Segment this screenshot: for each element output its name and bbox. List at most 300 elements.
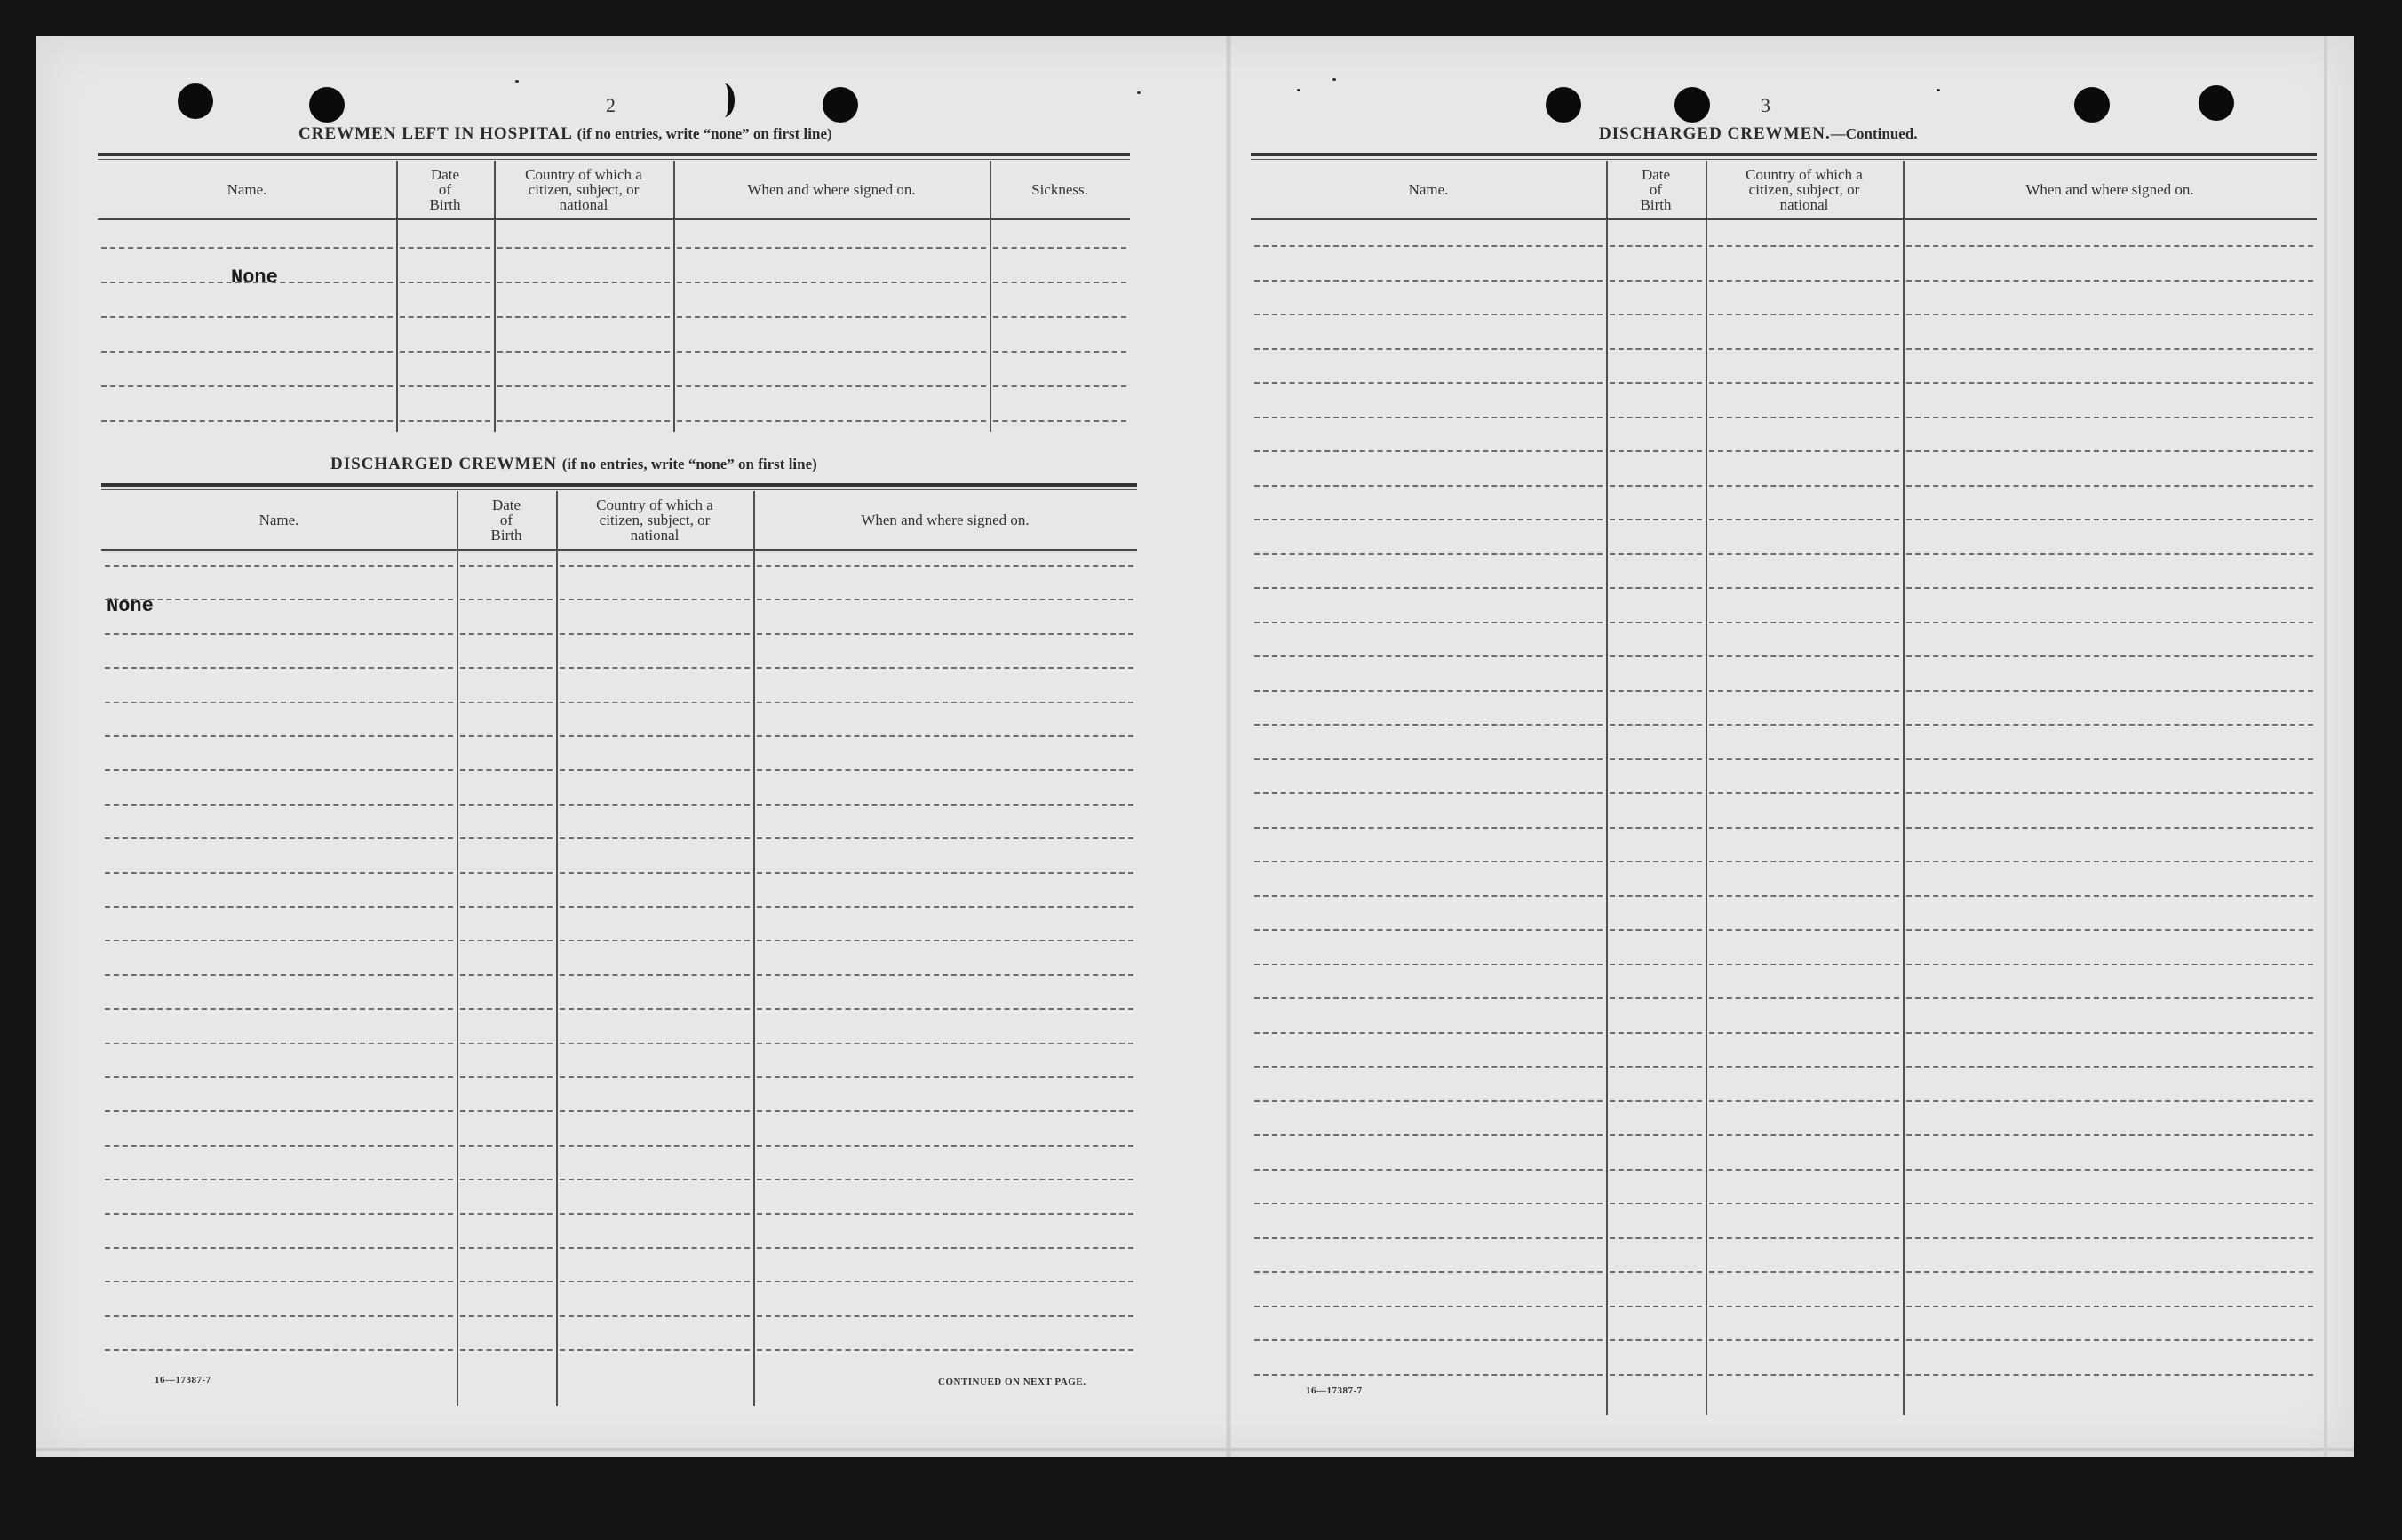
- ruled-line: [757, 1110, 1133, 1112]
- ruled-line: [1610, 1374, 1702, 1376]
- ruled-line: [1906, 690, 2313, 692]
- scan-speck: [1937, 89, 1940, 91]
- ruled-line: [1254, 553, 1603, 555]
- ruled-line: [1254, 622, 1603, 623]
- ruled-line: [105, 1213, 453, 1215]
- ruled-line: [105, 565, 453, 567]
- ruled-line: [1709, 1237, 1899, 1239]
- ruled-line: [1709, 929, 1899, 931]
- ruled-line: [497, 351, 670, 353]
- ruled-line: [1906, 929, 2313, 931]
- col-header-country: Country of which a citizen, subject, or national: [525, 166, 642, 213]
- ruled-line: [1610, 450, 1702, 452]
- ruled-line: [993, 282, 1126, 283]
- column-divider: [396, 161, 398, 432]
- ruled-line: [460, 735, 553, 737]
- ruled-line: [497, 282, 670, 283]
- col-header-signed-on: When and where signed on.: [747, 181, 916, 198]
- ruled-line: [105, 667, 453, 669]
- ruled-line: [105, 633, 453, 635]
- ruled-line: [757, 1281, 1133, 1282]
- ruled-line: [400, 420, 490, 422]
- ruled-line: [1254, 997, 1603, 999]
- ruled-line: [1610, 1339, 1702, 1341]
- ruled-line: [1906, 861, 2313, 862]
- ruled-line: [101, 316, 393, 318]
- page-fold: [1226, 36, 1231, 1457]
- ruled-line: [757, 1349, 1133, 1351]
- ruled-line: [400, 351, 490, 353]
- ruled-line: [1906, 792, 2313, 794]
- ruled-line: [1254, 861, 1603, 862]
- ruled-line: [1254, 1339, 1603, 1341]
- ruled-line: [677, 351, 986, 353]
- ruled-line: [1254, 1134, 1603, 1136]
- ruled-line: [1610, 587, 1702, 589]
- ruled-line: [1610, 758, 1702, 760]
- faint-pencil-mark: [391, 1098, 392, 1113]
- continued-note: CONTINUED ON NEXT PAGE.: [938, 1377, 1086, 1387]
- ruled-line: [1709, 485, 1899, 487]
- ruled-line: [1709, 690, 1899, 692]
- page-bottom-edge: [36, 1448, 2354, 1451]
- ruled-line: [560, 1247, 750, 1249]
- ruled-line: [460, 1247, 553, 1249]
- ruled-line: [1906, 348, 2313, 350]
- punch-hole: [2074, 87, 2110, 123]
- ruled-line: [560, 906, 750, 908]
- ruled-line: [1709, 314, 1899, 315]
- ruled-line: [1254, 348, 1603, 350]
- ruled-line: [1906, 485, 2313, 487]
- scanned-document: [36, 36, 2354, 1457]
- form-code-right: 16—17387-7: [1306, 1385, 1363, 1396]
- ruled-line: [757, 1179, 1133, 1180]
- ruled-line: [1709, 280, 1899, 282]
- ruled-line: [1709, 519, 1899, 520]
- ruled-line: [460, 1281, 553, 1282]
- ruled-line: [1254, 519, 1603, 520]
- ruled-line: [560, 702, 750, 703]
- ruled-line: [1906, 280, 2313, 282]
- ruled-line: [757, 837, 1133, 839]
- ruled-line: [993, 420, 1126, 422]
- ruled-line: [400, 316, 490, 318]
- page-number-left: 2: [606, 94, 616, 116]
- col-header-sickness: Sickness.: [1031, 181, 1088, 198]
- ruled-line: [1906, 655, 2313, 657]
- ruled-line: [1906, 758, 2313, 760]
- ruled-line: [105, 1315, 453, 1317]
- ruled-line: [105, 769, 453, 771]
- ruled-line: [1254, 245, 1603, 247]
- ruled-line: [560, 940, 750, 941]
- ruled-line: [993, 351, 1126, 353]
- ruled-line: [1254, 485, 1603, 487]
- ruled-line: [1709, 724, 1899, 726]
- ruled-line: [400, 282, 490, 283]
- punch-hole: [309, 87, 345, 123]
- ruled-line: [460, 1315, 553, 1317]
- ruled-line: [101, 247, 393, 249]
- ruled-line: [757, 599, 1133, 600]
- ruled-line: [1709, 655, 1899, 657]
- ruled-line: [105, 735, 453, 737]
- discharged-table: [101, 483, 1137, 1403]
- ruled-line: [757, 1247, 1133, 1249]
- ruled-line: [497, 420, 670, 422]
- ruled-line: [460, 1076, 553, 1078]
- ruled-line: [757, 1076, 1133, 1078]
- ruled-line: [757, 804, 1133, 806]
- ruled-line: [757, 1145, 1133, 1147]
- ruled-line: [1906, 1169, 2313, 1171]
- ruled-line: [497, 316, 670, 318]
- ruled-line: [1906, 417, 2313, 418]
- ruled-line: [1709, 792, 1899, 794]
- ruled-line: [1906, 553, 2313, 555]
- ruled-line: [1906, 724, 2313, 726]
- ruled-line: [757, 1008, 1133, 1010]
- ruled-line: [1610, 485, 1702, 487]
- ruled-line: [101, 420, 393, 422]
- ruled-line: [105, 974, 453, 976]
- ruled-line: [1254, 1203, 1603, 1204]
- ruled-line: [560, 974, 750, 976]
- ruled-line: [105, 1043, 453, 1044]
- ruled-line: [1254, 417, 1603, 418]
- ruled-line: [497, 385, 670, 387]
- ruled-line: [460, 599, 553, 600]
- ruled-line: [460, 940, 553, 941]
- ruled-line: [757, 974, 1133, 976]
- ruled-line: [1906, 964, 2313, 965]
- ruled-line: [1610, 1271, 1702, 1273]
- ruled-line: [1610, 553, 1702, 555]
- page-right-edge: [2324, 36, 2327, 1457]
- ruled-line: [460, 1179, 553, 1180]
- ruled-line: [105, 1247, 453, 1249]
- ruled-line: [105, 1008, 453, 1010]
- col-header-name: Name.: [258, 512, 299, 528]
- ruled-line: [1906, 622, 2313, 623]
- ruled-line: [1610, 1032, 1702, 1034]
- ruled-line: [1906, 827, 2313, 829]
- ruled-line: [1906, 1339, 2313, 1341]
- col-header-signed-on: When and where signed on.: [861, 512, 1030, 528]
- discharged-table-header: [101, 491, 1137, 551]
- ruled-line: [460, 1349, 553, 1351]
- ruled-line: [1610, 827, 1702, 829]
- ruled-line: [1254, 895, 1603, 897]
- col-header-country: Country of which a citizen, subject, or national: [596, 496, 713, 544]
- ruled-line: [1610, 1203, 1702, 1204]
- ruled-line: [497, 247, 670, 249]
- ruled-line: [105, 837, 453, 839]
- ruled-line: [460, 974, 553, 976]
- ruled-line: [460, 1043, 553, 1044]
- scan-speck: [1332, 78, 1336, 81]
- ruled-line: [1709, 1374, 1899, 1376]
- ruled-line: [1254, 450, 1603, 452]
- ruled-line: [1709, 587, 1899, 589]
- ruled-line: [1610, 929, 1702, 931]
- discharged-first-entry: None: [107, 595, 154, 617]
- ruled-line: [560, 1179, 750, 1180]
- ruled-line: [1254, 827, 1603, 829]
- ruled-line: [1610, 964, 1702, 965]
- col-header-date-of-birth: Date of Birth: [490, 496, 522, 544]
- ruled-line: [1906, 587, 2313, 589]
- ruled-line: [1254, 1032, 1603, 1034]
- ruled-line: [1610, 895, 1702, 897]
- ruled-line: [1709, 964, 1899, 965]
- ruled-line: [1709, 758, 1899, 760]
- col-header-signed-on: When and where signed on.: [2025, 181, 2194, 198]
- ruled-line: [105, 906, 453, 908]
- ruled-line: [105, 1349, 453, 1351]
- ruled-line: [1709, 1339, 1899, 1341]
- ruled-line: [1709, 553, 1899, 555]
- column-divider: [990, 161, 991, 432]
- ruled-line: [1906, 1134, 2313, 1136]
- ruled-line: [1709, 1271, 1899, 1273]
- ruled-line: [1906, 1100, 2313, 1102]
- ruled-line: [1906, 450, 2313, 452]
- ruled-line: [1709, 1066, 1899, 1068]
- ruled-line: [460, 702, 553, 703]
- ruled-line: [1254, 724, 1603, 726]
- ruled-line: [757, 906, 1133, 908]
- ruled-line: [1254, 1169, 1603, 1171]
- discharged-section-title: DISCHARGED CREWMEN (if no entries, write “none” on first line): [330, 455, 817, 473]
- ruled-line: [1709, 1306, 1899, 1307]
- ruled-line: [1709, 245, 1899, 247]
- ruled-line: [1254, 587, 1603, 589]
- ruled-line: [460, 667, 553, 669]
- ruled-line: [1709, 1032, 1899, 1034]
- ruled-line: [105, 1145, 453, 1147]
- ruled-line: [1254, 1271, 1603, 1273]
- ruled-line: [460, 769, 553, 771]
- ruled-line: [1906, 314, 2313, 315]
- ruled-line: [1709, 1134, 1899, 1136]
- ruled-line: [105, 702, 453, 703]
- scan-speck: [515, 80, 519, 83]
- ruled-line: [1610, 519, 1702, 520]
- ruled-line: [1709, 1169, 1899, 1171]
- ruled-line: [105, 1179, 453, 1180]
- ruled-line: [460, 633, 553, 635]
- ruled-line: [1254, 1066, 1603, 1068]
- ruled-line: [1610, 655, 1702, 657]
- ruled-line: [1610, 280, 1702, 282]
- ruled-line: [105, 804, 453, 806]
- ruled-line: [1254, 1374, 1603, 1376]
- ruled-line: [560, 1145, 750, 1147]
- ruled-line: [993, 316, 1126, 318]
- ruled-line: [1254, 314, 1603, 315]
- ruled-line: [757, 1043, 1133, 1044]
- ruled-line: [560, 1008, 750, 1010]
- ruled-line: [105, 940, 453, 941]
- ruled-line: [993, 385, 1126, 387]
- hospital-first-entry: None: [231, 266, 278, 289]
- ruled-line: [460, 1213, 553, 1215]
- ruled-line: [757, 565, 1133, 567]
- ruled-line: [1709, 861, 1899, 862]
- ruled-line: [1709, 450, 1899, 452]
- ruled-line: [1610, 1306, 1702, 1307]
- page-number-right: 3: [1761, 94, 1770, 116]
- ruled-line: [460, 565, 553, 567]
- ruled-line: [677, 420, 986, 422]
- ruled-line: [1709, 417, 1899, 418]
- ruled-line: [677, 385, 986, 387]
- ruled-line: [677, 247, 986, 249]
- ruled-line: [757, 633, 1133, 635]
- ruled-line: [400, 385, 490, 387]
- ruled-line: [460, 906, 553, 908]
- ruled-line: [560, 1213, 750, 1215]
- punch-hole: [178, 83, 213, 119]
- column-divider: [494, 161, 496, 432]
- ruled-line: [1906, 1032, 2313, 1034]
- ruled-line: [1610, 1134, 1702, 1136]
- ruled-line: [460, 1145, 553, 1147]
- continued-section-title: DISCHARGED CREWMEN.—Continued.: [1599, 124, 1918, 143]
- ruled-line: [560, 667, 750, 669]
- ruled-line: [560, 1349, 750, 1351]
- ruled-line: [1610, 690, 1702, 692]
- ruled-line: [757, 940, 1133, 941]
- ruled-line: [101, 385, 393, 387]
- ruled-line: [757, 735, 1133, 737]
- col-header-date-of-birth: Date of Birth: [1640, 166, 1672, 213]
- ruled-line: [1254, 758, 1603, 760]
- punch-hole: [2199, 85, 2234, 121]
- ruled-line: [1906, 997, 2313, 999]
- ruled-line: [560, 1315, 750, 1317]
- column-divider: [1606, 161, 1608, 1415]
- ruled-line: [1254, 690, 1603, 692]
- ruled-line: [105, 1076, 453, 1078]
- ruled-line: [560, 769, 750, 771]
- ruled-line: [105, 599, 453, 600]
- punch-hole: [1674, 87, 1710, 123]
- ruled-line: [560, 1110, 750, 1112]
- ruled-line: [993, 247, 1126, 249]
- ruled-line: [560, 735, 750, 737]
- ruled-line: [101, 351, 393, 353]
- ruled-line: [757, 1213, 1133, 1215]
- ruled-line: [560, 1076, 750, 1078]
- ruled-line: [460, 1110, 553, 1112]
- ruled-line: [1906, 1306, 2313, 1307]
- ruled-line: [677, 316, 986, 318]
- ruled-line: [1254, 1306, 1603, 1307]
- ruled-line: [1709, 997, 1899, 999]
- ruled-line: [560, 633, 750, 635]
- hospital-table-header: [98, 161, 1130, 220]
- ruled-line: [560, 804, 750, 806]
- column-divider: [673, 161, 675, 432]
- ruled-line: [1610, 417, 1702, 418]
- ruled-line: [1906, 1203, 2313, 1204]
- ruled-line: [1906, 1066, 2313, 1068]
- ruled-line: [560, 837, 750, 839]
- hospital-section-title: CREWMEN LEFT IN HOSPITAL (if no entries, write “none” on first line): [298, 124, 832, 143]
- ruled-line: [757, 1315, 1133, 1317]
- ruled-line: [560, 1043, 750, 1044]
- continued-table: [1251, 153, 2317, 1412]
- ruled-line: [1254, 280, 1603, 282]
- ruled-line: [105, 872, 453, 874]
- col-header-name: Name.: [227, 181, 267, 198]
- ruled-line: [1610, 1237, 1702, 1239]
- ruled-line: [1709, 1100, 1899, 1102]
- col-header-country: Country of which a citizen, subject, or national: [1746, 166, 1863, 213]
- column-divider: [457, 491, 458, 1406]
- ruled-line: [1610, 861, 1702, 862]
- ruled-line: [560, 872, 750, 874]
- ruled-line: [1610, 245, 1702, 247]
- column-divider: [1706, 161, 1707, 1415]
- ruled-line: [460, 804, 553, 806]
- ruled-line: [757, 769, 1133, 771]
- ruled-line: [105, 1281, 453, 1282]
- ruled-line: [1254, 929, 1603, 931]
- ruled-line: [1610, 724, 1702, 726]
- ruled-line: [1610, 792, 1702, 794]
- column-divider: [556, 491, 558, 1406]
- ruled-line: [1906, 245, 2313, 247]
- punch-hole: [1546, 87, 1581, 123]
- ruled-line: [1254, 964, 1603, 965]
- ruled-line: [1254, 655, 1603, 657]
- ruled-line: [105, 1110, 453, 1112]
- ruled-line: [1254, 1237, 1603, 1239]
- ruled-line: [677, 282, 986, 283]
- ruled-line: [1906, 1237, 2313, 1239]
- ruled-line: [1906, 1271, 2313, 1273]
- punch-hole: [823, 87, 858, 123]
- punch-hole-partial: [714, 83, 735, 117]
- ruled-line: [560, 1281, 750, 1282]
- ruled-line: [1610, 382, 1702, 384]
- hospital-table: [98, 153, 1130, 430]
- ruled-line: [757, 702, 1133, 703]
- ruled-line: [1709, 895, 1899, 897]
- ruled-line: [757, 667, 1133, 669]
- ruled-line: [1610, 622, 1702, 623]
- ruled-line: [1254, 792, 1603, 794]
- ruled-line: [757, 872, 1133, 874]
- ruled-line: [1610, 314, 1702, 315]
- ruled-line: [1709, 382, 1899, 384]
- ruled-line: [1254, 1100, 1603, 1102]
- scan-speck: [1297, 89, 1300, 91]
- ruled-line: [1610, 1066, 1702, 1068]
- ruled-line: [1610, 1100, 1702, 1102]
- form-code-left: 16—17387-7: [155, 1375, 211, 1385]
- ruled-line: [1906, 895, 2313, 897]
- ruled-line: [1709, 1203, 1899, 1204]
- ruled-line: [101, 282, 393, 283]
- ruled-line: [1709, 622, 1899, 623]
- col-header-name: Name.: [1408, 181, 1449, 198]
- ruled-line: [1610, 348, 1702, 350]
